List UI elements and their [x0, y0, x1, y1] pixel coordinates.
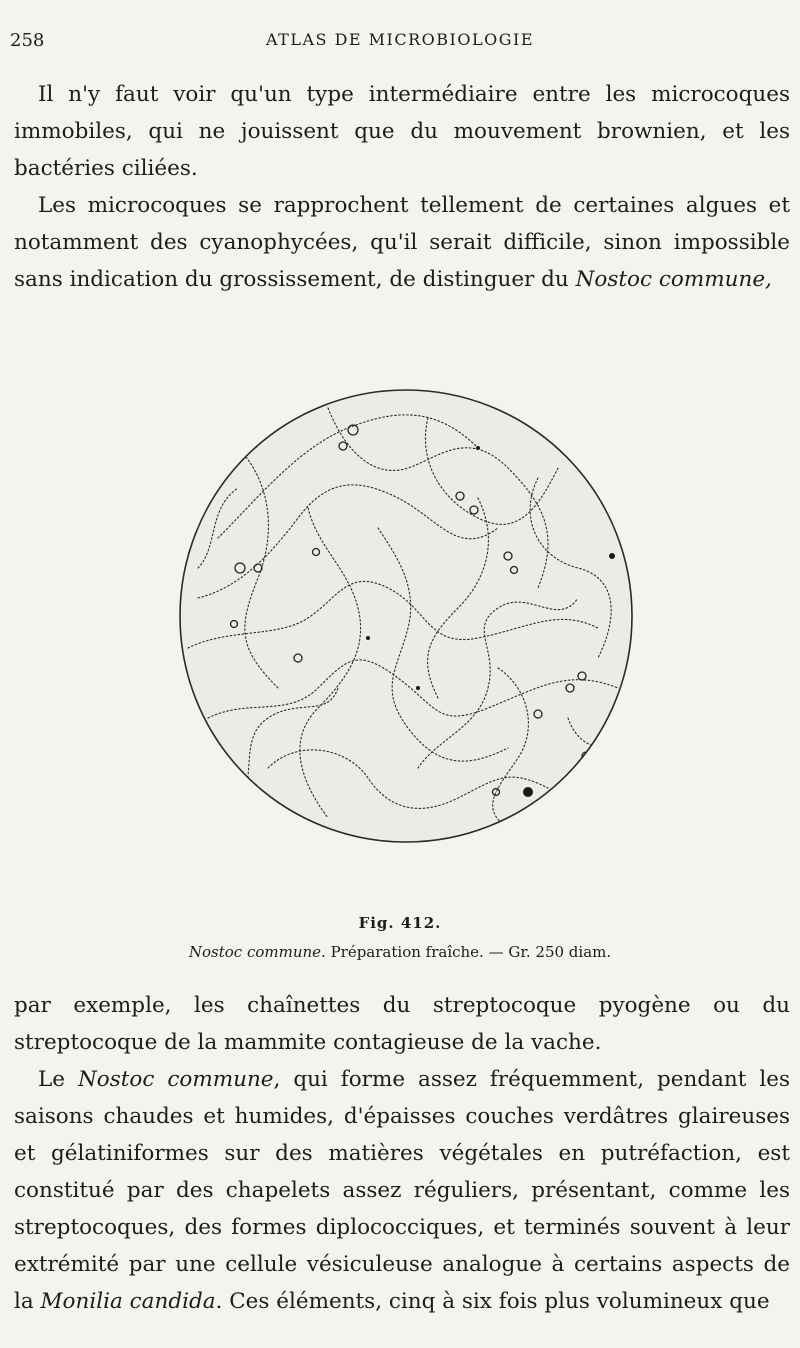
paragraph-text: , qui forme assez fréquemment, pendant les saisons chaudes et humides, d'épaisses couches verdâtres glaireuses et gélatiniformes sur des matières végétales en putréfaction, est constitué par des chapelets assez réguliers, présentant, comme les streptocoques, des formes diplococciques, et terminés souvent à leur extrémité par une cellule vésiculeuse analogue à certains aspects de la — [14, 1067, 790, 1314]
paragraph-text: Le — [38, 1067, 78, 1092]
micrograph-figure — [178, 388, 634, 844]
paragraph-text: par exemple, les chaînettes du streptocoque pyogène ou du streptocoque de la mammite contagieuse de la vache. — [14, 993, 790, 1055]
species-name: Monilia candida — [40, 1289, 216, 1314]
species-name: Nostoc commune — [77, 1067, 274, 1092]
paragraph-nostoc-description — [14, 1061, 790, 1320]
figure-caption-species: Nostoc commune. — [188, 943, 326, 961]
species-name: Nostoc commune, — [575, 267, 772, 292]
running-title: ATLAS DE MICROBIOLOGIE — [266, 30, 534, 49]
paragraph-text: Il n'y faut voir qu'un type intermédiaire entre les microcoques immobiles, qui ne jouissent que du mouvement brownien, et les bactéries ciliées. — [14, 82, 790, 181]
paragraph-streptocoque — [14, 987, 790, 1061]
paragraph-intermediate-type — [14, 76, 790, 187]
page-header — [0, 30, 800, 54]
figure-caption-text: Préparation fraîche. — Gr. 250 diam. — [325, 943, 612, 961]
paragraph-microcoques — [14, 187, 790, 298]
paragraph-text: . Ces éléments, cinq à six fois plus volumineux que — [215, 1289, 770, 1314]
figure-caption — [0, 943, 800, 961]
page-number: 258 — [10, 30, 45, 51]
paragraph-text: Les microcoques se rapprochent tellement de certaines algues et notamment des cyanophycées, qu'il serait difficile, sinon impossible sans indication du grossissement, de distinguer du — [14, 193, 790, 292]
figure-label: Fig. 412. — [358, 914, 442, 932]
